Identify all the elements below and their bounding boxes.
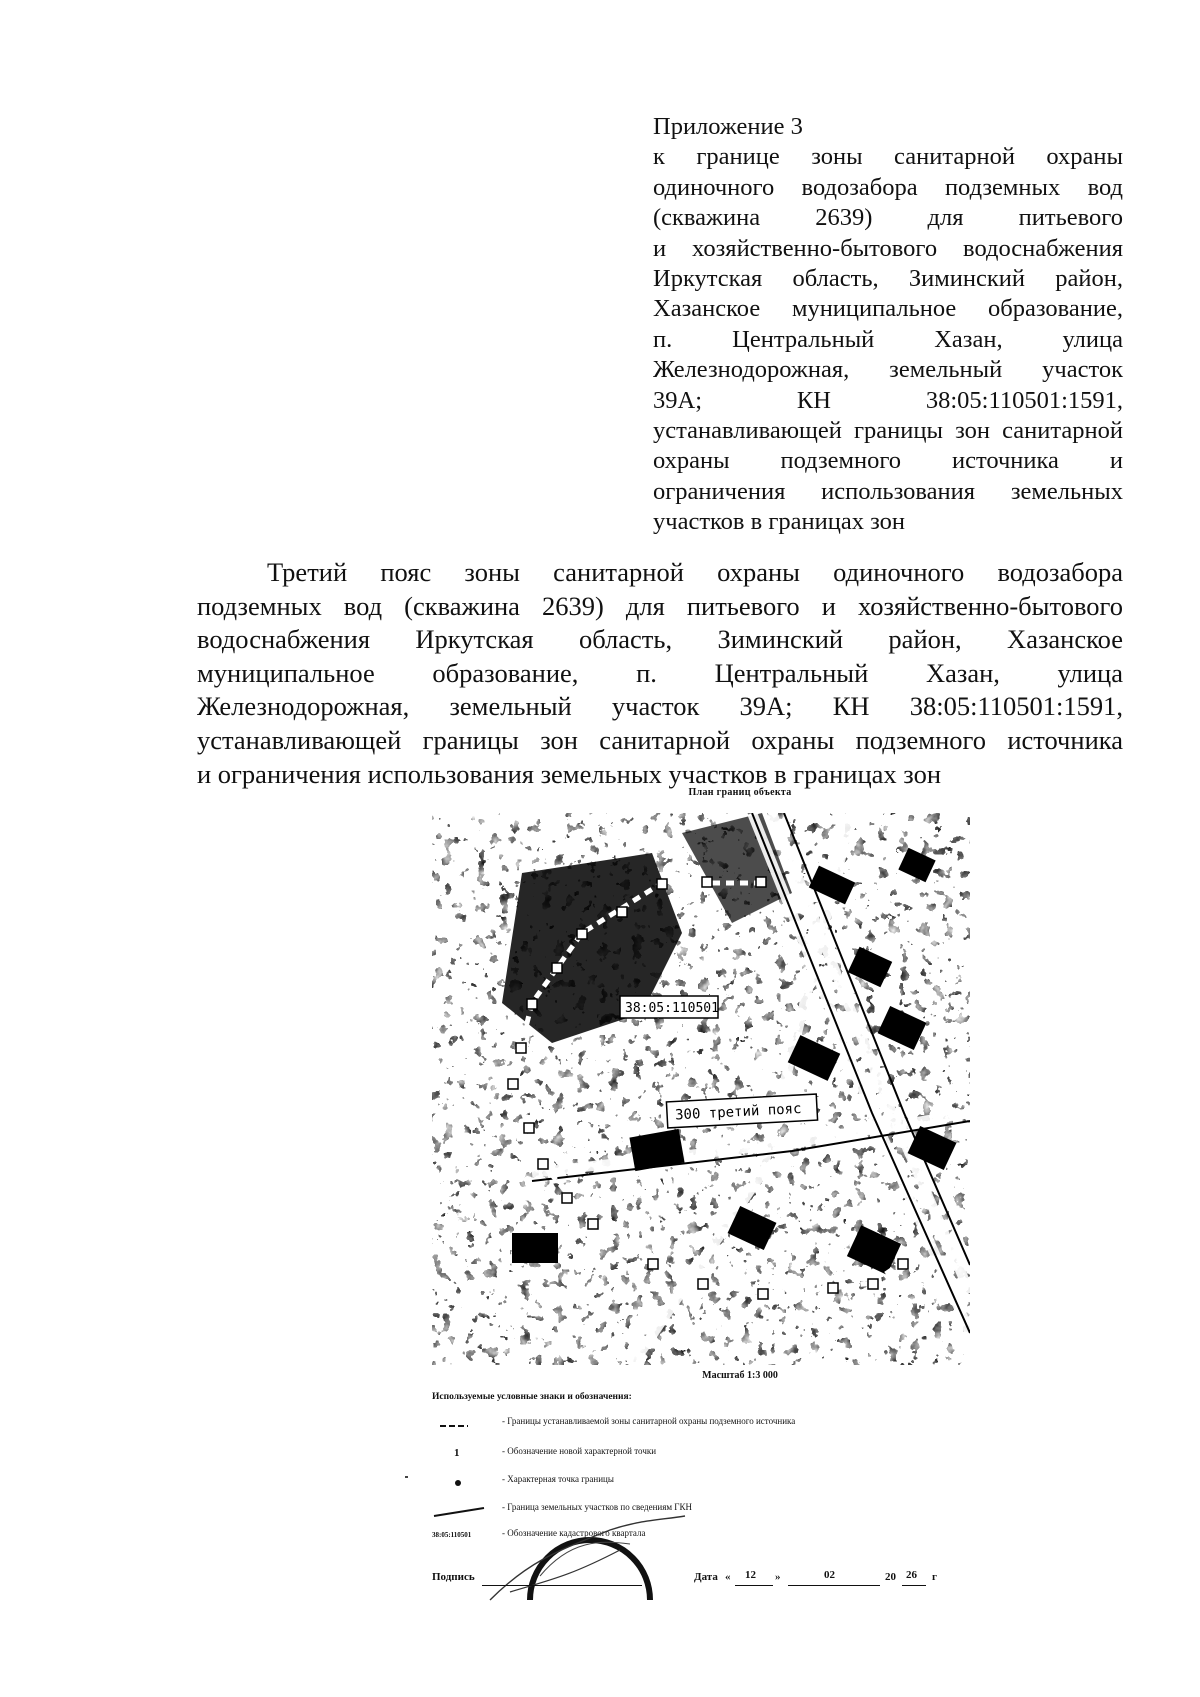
quote-open: « <box>725 1571 731 1583</box>
legend-text: - Границы устанавливаемой зоны санитарной охраны подземного источника <box>502 1416 796 1426</box>
year-prefix: 20 <box>885 1571 896 1583</box>
legend-item <box>432 1444 952 1462</box>
quote-close: » <box>775 1571 781 1583</box>
date-day: 12 <box>745 1569 756 1581</box>
appendix-line: Железнодорожная, земельный участок <box>653 356 1123 384</box>
legend-item <box>432 1414 952 1432</box>
paragraph-line: Третий пояс зоны санитарной охраны одиночного водозабора <box>267 557 1123 587</box>
signature-label: Подпись <box>432 1571 475 1583</box>
quarter-number-icon: 38:05:110501 <box>432 1531 472 1539</box>
legend-text: - Характерная точка границы <box>502 1474 614 1484</box>
appendix-header <box>653 112 1123 538</box>
map-scale: Масштаб 1:3 000 <box>702 1370 778 1381</box>
paragraph-line: Железнодорожная, земельный участок 39А; КН 38:05:110501:1591, <box>197 691 1123 722</box>
legend-text: - Обозначение кадастрового квартала <box>502 1528 646 1538</box>
date-year: 26 <box>906 1569 917 1581</box>
main-paragraph <box>197 556 1123 791</box>
date-label: Дата <box>694 1571 718 1583</box>
zone-label: 300 третий пояс <box>674 1100 802 1124</box>
appendix-line: ограничения использования земельных <box>653 477 1123 505</box>
year-suffix: г <box>932 1571 937 1583</box>
legend-text: - Граница земельных участков по сведениям ГКН <box>502 1502 693 1512</box>
paragraph-line: устанавливающей границы зон санитарной охраны подземного источника <box>197 724 1123 755</box>
signature-row <box>432 1563 952 1593</box>
appendix-line: Хазанское муниципальное образование, <box>653 295 1123 323</box>
parcel-label: 38:05:110501 <box>625 1001 719 1016</box>
paragraph-line: и ограничения использования земельных участков в границах зон <box>197 758 942 789</box>
appendix-line: устанавливающей границы зон санитарной <box>653 417 1123 445</box>
appendix-line: к границе зоны санитарной охраны <box>653 143 1123 171</box>
appendix-line: одиночного водозабора подземных вод <box>653 173 1123 201</box>
appendix-line: охраны подземного источника и <box>653 447 1123 475</box>
paragraph-line: подземных вод (скважина 2639) для питьевого и хозяйственно-бытового <box>197 590 1123 621</box>
appendix-line: Иркутская область, Зиминский район, <box>653 265 1123 293</box>
appendix-line: участков в границах зон <box>653 508 905 536</box>
month-line <box>788 1585 880 1586</box>
point-number-icon: 1 <box>454 1447 460 1459</box>
date-month: 02 <box>824 1569 835 1581</box>
year-line <box>902 1585 926 1586</box>
appendix-line: п. Центральный Хазан, улица <box>653 325 1123 353</box>
legend-text: - Обозначение новой характерной точки <box>502 1446 657 1456</box>
appendix-line: и хозяйственно-бытового водоснабжения <box>653 234 1123 262</box>
paragraph-line: водоснабжения Иркутская область, Зиминский район, Хазанское <box>197 624 1123 655</box>
signature-line <box>482 1585 642 1586</box>
paragraph-line: муниципальное образование, п. Центральный Хазан, улица <box>197 657 1123 688</box>
satellite-map <box>432 813 970 1365</box>
legend-title: Используемые условные знаки и обозначения: <box>432 1392 632 1402</box>
dashed-line-icon <box>432 1414 496 1432</box>
day-line <box>735 1585 773 1586</box>
scan-mark <box>405 1476 408 1478</box>
map-image <box>432 813 970 1365</box>
map-caption: План границ объекта <box>688 787 792 798</box>
appendix-line: (скважина 2639) для питьевого <box>653 204 1123 232</box>
appendix-line: Приложение 3 <box>653 113 803 140</box>
appendix-line: 39А; КН 38:05:110501:1591, <box>653 386 1123 414</box>
